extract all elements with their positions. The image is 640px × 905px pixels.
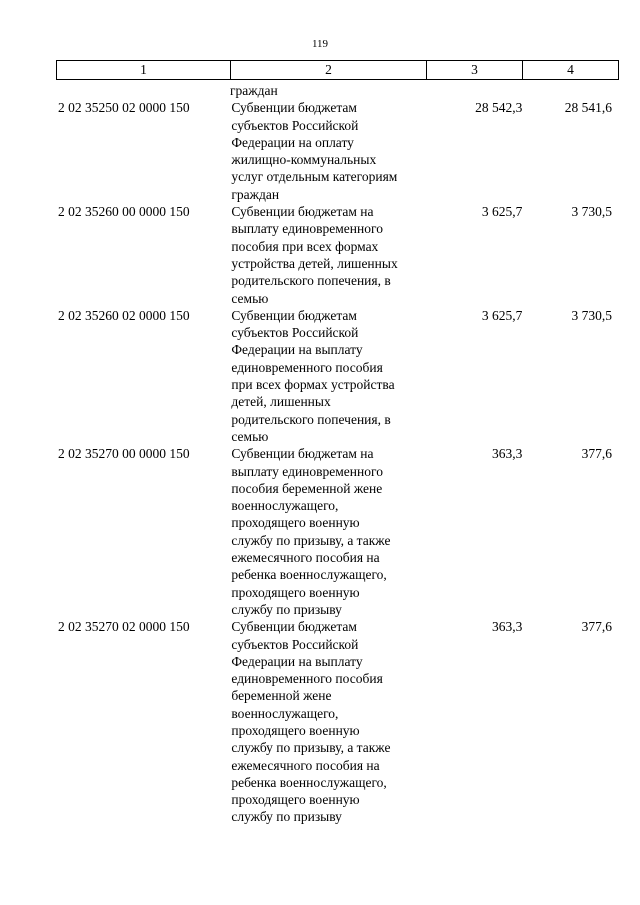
description-line: выплату единовременного: [231, 221, 383, 237]
description-line: при всех формах устройства: [231, 377, 395, 393]
description-line: службу по призыву: [231, 809, 342, 825]
header-col-3: 3: [427, 61, 523, 80]
budget-code: 2 02 35270 00 0000 150: [58, 446, 190, 462]
description-line: родительского попечения, в: [231, 273, 391, 289]
description-line: субъектов Российской: [231, 636, 359, 652]
description-line: службу по призыву, а также: [231, 532, 391, 548]
description-line: услуг отдельным категориям: [231, 169, 398, 185]
description-line: семью: [231, 290, 269, 306]
description-line: службу по призыву, а также: [231, 740, 391, 756]
table-header: [56, 60, 619, 80]
value-col-3: 3 625,7: [481, 204, 523, 220]
description-line: проходящего военную: [231, 722, 360, 738]
row-description: [229, 203, 426, 307]
table-body: [56, 82, 618, 826]
budget-code: 2 02 35270 02 0000 150: [58, 619, 190, 635]
description-line: выплату единовременного: [231, 463, 383, 479]
description-line: проходящего военную: [231, 792, 360, 808]
value-col-3: 363,3: [491, 619, 523, 635]
description-line: ребенка военнослужащего,: [231, 774, 387, 790]
description-line: проходящего военную: [231, 515, 360, 531]
budget-code: 2 02 35250 02 0000 150: [58, 100, 190, 116]
value-col-4: 377,6: [581, 619, 612, 635]
description-line: Федерации на оплату: [231, 134, 354, 150]
budget-code: 2 02 35260 02 0000 150: [58, 307, 190, 323]
description-line: субъектов Российской: [231, 325, 359, 341]
description-line: Субвенции бюджетам: [231, 100, 357, 116]
description-line: Субвенции бюджетам: [231, 307, 357, 323]
description-line: устройства детей, лишенных: [231, 255, 398, 271]
description-line: детей, лишенных: [231, 394, 331, 410]
description-line: единовременного пособия: [231, 359, 383, 375]
description-line: военнослужащего,: [231, 498, 339, 514]
description-line: Субвенции бюджетам на: [231, 204, 374, 220]
header-col-2: 2: [231, 61, 427, 80]
table-row: [56, 99, 618, 203]
description-line: единовременного пособия: [231, 671, 383, 687]
value-col-3: 363,3: [491, 446, 523, 462]
header-col-4: 4: [523, 61, 619, 80]
description-line: Субвенции бюджетам: [231, 619, 357, 635]
description-line: семью: [231, 428, 269, 444]
row-description: [229, 99, 426, 203]
description-line: военнослужащего,: [231, 705, 339, 721]
budget-code: 2 02 35260 00 0000 150: [58, 204, 190, 220]
description-line: беременной жене: [231, 688, 332, 704]
row-description: [229, 618, 426, 826]
description-line: родительского попечения, в: [231, 411, 391, 427]
description-line: граждан: [231, 186, 280, 202]
header-row: [57, 61, 619, 80]
row-description: [229, 445, 426, 618]
description-line: субъектов Российской: [231, 117, 359, 133]
value-col-4: 377,6: [581, 446, 612, 462]
header-col-1: 1: [57, 61, 231, 80]
value-col-4: 3 730,5: [571, 307, 612, 323]
description-line: ежемесячного пособия на: [231, 550, 380, 566]
table-row: [56, 618, 618, 826]
description-line: проходящего военную: [231, 584, 360, 600]
description-line: ребенка военнослужащего,: [231, 567, 387, 583]
description-line: жилищно-коммунальных: [231, 152, 377, 168]
page-number: 119: [311, 38, 329, 50]
value-col-3: 28 542,3: [475, 100, 523, 116]
continued-text: граждан: [230, 83, 278, 98]
table-row: [56, 445, 618, 618]
description-line: Федерации на выплату: [231, 653, 363, 669]
value-col-4: 28 541,6: [564, 100, 612, 116]
table-row: [56, 307, 618, 445]
description-line: пособия беременной жене: [231, 480, 383, 496]
value-col-3: 3 625,7: [481, 307, 523, 323]
row-description: [229, 307, 426, 445]
description-line: Субвенции бюджетам на: [231, 446, 374, 462]
description-line: ежемесячного пособия на: [231, 757, 380, 773]
description-line: пособия при всех формах: [231, 238, 379, 254]
table-row: [56, 203, 618, 307]
value-col-4: 3 730,5: [571, 204, 612, 220]
description-line: Федерации на выплату: [231, 342, 363, 358]
description-line: службу по призыву: [231, 601, 342, 617]
